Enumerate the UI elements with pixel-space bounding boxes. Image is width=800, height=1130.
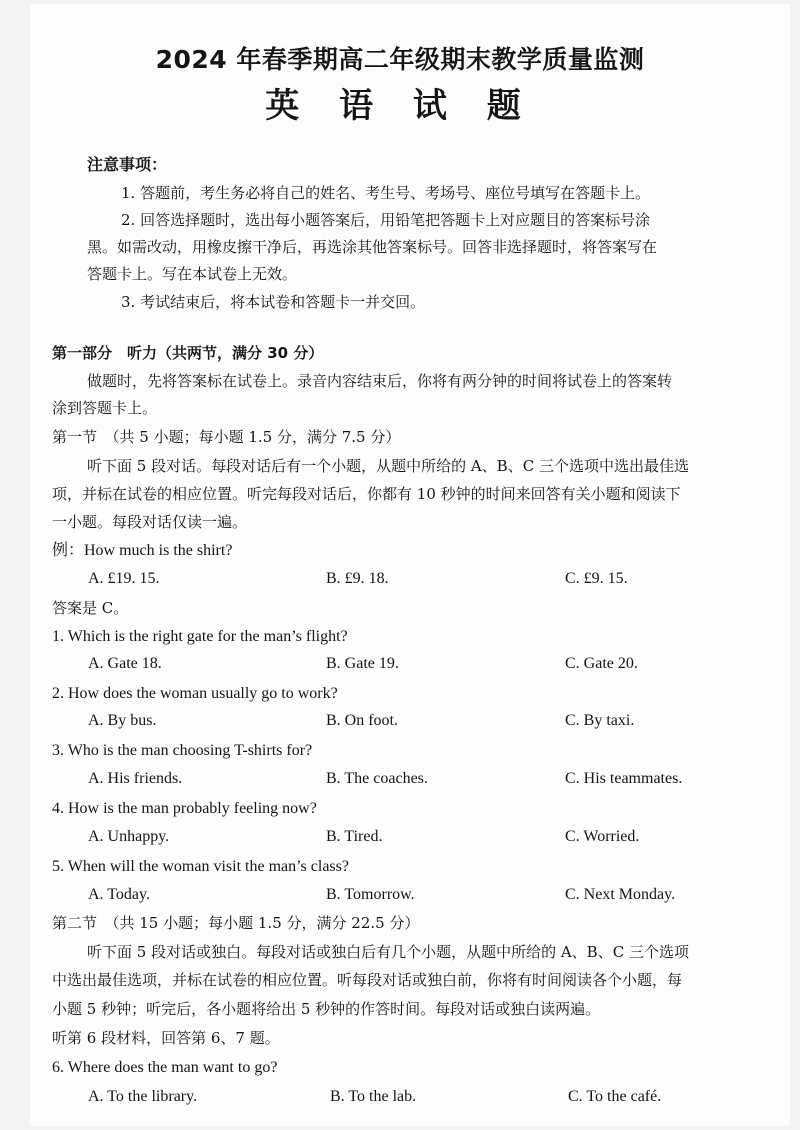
- section2-intro-line: 听下面 5 段对话或独白。每段对话或独白后有几个小题，从题中所给的 A、B、C 三个选项: [87, 943, 689, 961]
- section1-intro-line: 项，并标在试卷的相应位置。听完每段对话后，你都有 10 秒钟的时间来回答有关小题和阅读下: [52, 485, 681, 503]
- option-a: A. By bus.: [88, 712, 157, 729]
- exam-title: 2024 年春季期高二年级期末教学质量监测: [155, 45, 645, 74]
- option-a: A. Gate 18.: [88, 655, 162, 672]
- notes-line: 1. 答题前，考生务必将自己的姓名、考生号、考场号、座位号填写在答题卡上。: [121, 184, 651, 202]
- material-6-heading: 听第 6 段材料，回答第 6、7 题。: [52, 1029, 280, 1047]
- notes-line: 2. 回答选择题时，选出每小题答案后，用铅笔把答题卡上对应题目的答案标号涂: [121, 211, 651, 229]
- example-answer: 答案是 C。: [52, 599, 129, 617]
- part1-intro-line: 做题时，先将答案标在试卷上。录音内容结束后，你将有两分钟的时间将试卷上的答案转: [87, 372, 673, 390]
- section2-intro-line: 小题 5 秒钟；听完后，各小题将给出 5 秒钟的作答时间。每段对话或独白读两遍。: [52, 1000, 601, 1018]
- option-b: B. Tomorrow.: [326, 886, 415, 903]
- option-b: B. £9. 18.: [326, 570, 389, 587]
- question-5: 5. When will the woman visit the man’s class?: [52, 858, 349, 875]
- section2-heading: 第二节 （共 15 小题；每小题 1.5 分，满分 22.5 分）: [52, 914, 420, 932]
- section1-heading: 第一节 （共 5 小题；每小题 1.5 分，满分 7.5 分）: [52, 428, 401, 446]
- question-2: 2. How does the woman usually go to work?: [52, 685, 338, 702]
- option-c: C. Next Monday.: [565, 886, 676, 903]
- option-a: A. Today.: [88, 886, 150, 903]
- option-c: C. To the café.: [568, 1088, 662, 1105]
- option-c: C. Worried.: [565, 828, 640, 845]
- part1-heading: 第一部分 听力（共两节，满分 30 分）: [52, 344, 324, 362]
- option-c: C. £9. 15.: [565, 570, 628, 587]
- section2-intro-line: 中选出最佳选项，并标在试卷的相应位置。听每段对话或独白前，你将有时间阅读各个小题，每: [52, 971, 683, 989]
- option-c: C. His teammates.: [565, 770, 683, 787]
- option-b: B. Gate 19.: [326, 655, 399, 672]
- option-a: A. His friends.: [88, 770, 183, 787]
- option-b: B. To the lab.: [330, 1088, 417, 1105]
- notes-line: 答题卡上。写在本试卷上无效。: [87, 265, 298, 283]
- option-a: A. To the library.: [88, 1088, 198, 1105]
- notes-heading: 注意事项：: [87, 155, 168, 174]
- part1-intro-line: 涂到答题卡上。: [52, 399, 158, 417]
- option-c: C. By taxi.: [565, 712, 635, 729]
- example-question: 例：How much is the shirt?: [52, 542, 233, 559]
- subject-title: 英 语 试 题: [265, 86, 535, 126]
- option-a: A. Unhappy.: [88, 828, 170, 845]
- notes-line: 黑。如需改动，用橡皮擦干净后，再选涂其他答案标号。回答非选择题时，将答案写在: [87, 238, 658, 256]
- notes-line: 3. 考试结束后，将本试卷和答题卡一并交回。: [121, 293, 426, 311]
- option-b: B. Tired.: [326, 828, 383, 845]
- option-b: B. On foot.: [326, 712, 398, 729]
- option-c: C. Gate 20.: [565, 655, 638, 672]
- question-6: 6. Where does the man want to go?: [52, 1059, 278, 1076]
- question-1: 1. Which is the right gate for the man’s flight?: [52, 628, 348, 645]
- question-3: 3. Who is the man choosing T-shirts for?: [52, 742, 313, 759]
- section1-intro-line: 听下面 5 段对话。每段对话后有一个小题，从题中所给的 A、B、C 三个选项中选出最佳选: [87, 457, 689, 475]
- option-b: B. The coaches.: [326, 770, 428, 787]
- section1-intro-line: 一小题。每段对话仅读一遍。: [52, 513, 248, 531]
- option-a: A. £19. 15.: [88, 570, 160, 587]
- question-4: 4. How is the man probably feeling now?: [52, 800, 317, 817]
